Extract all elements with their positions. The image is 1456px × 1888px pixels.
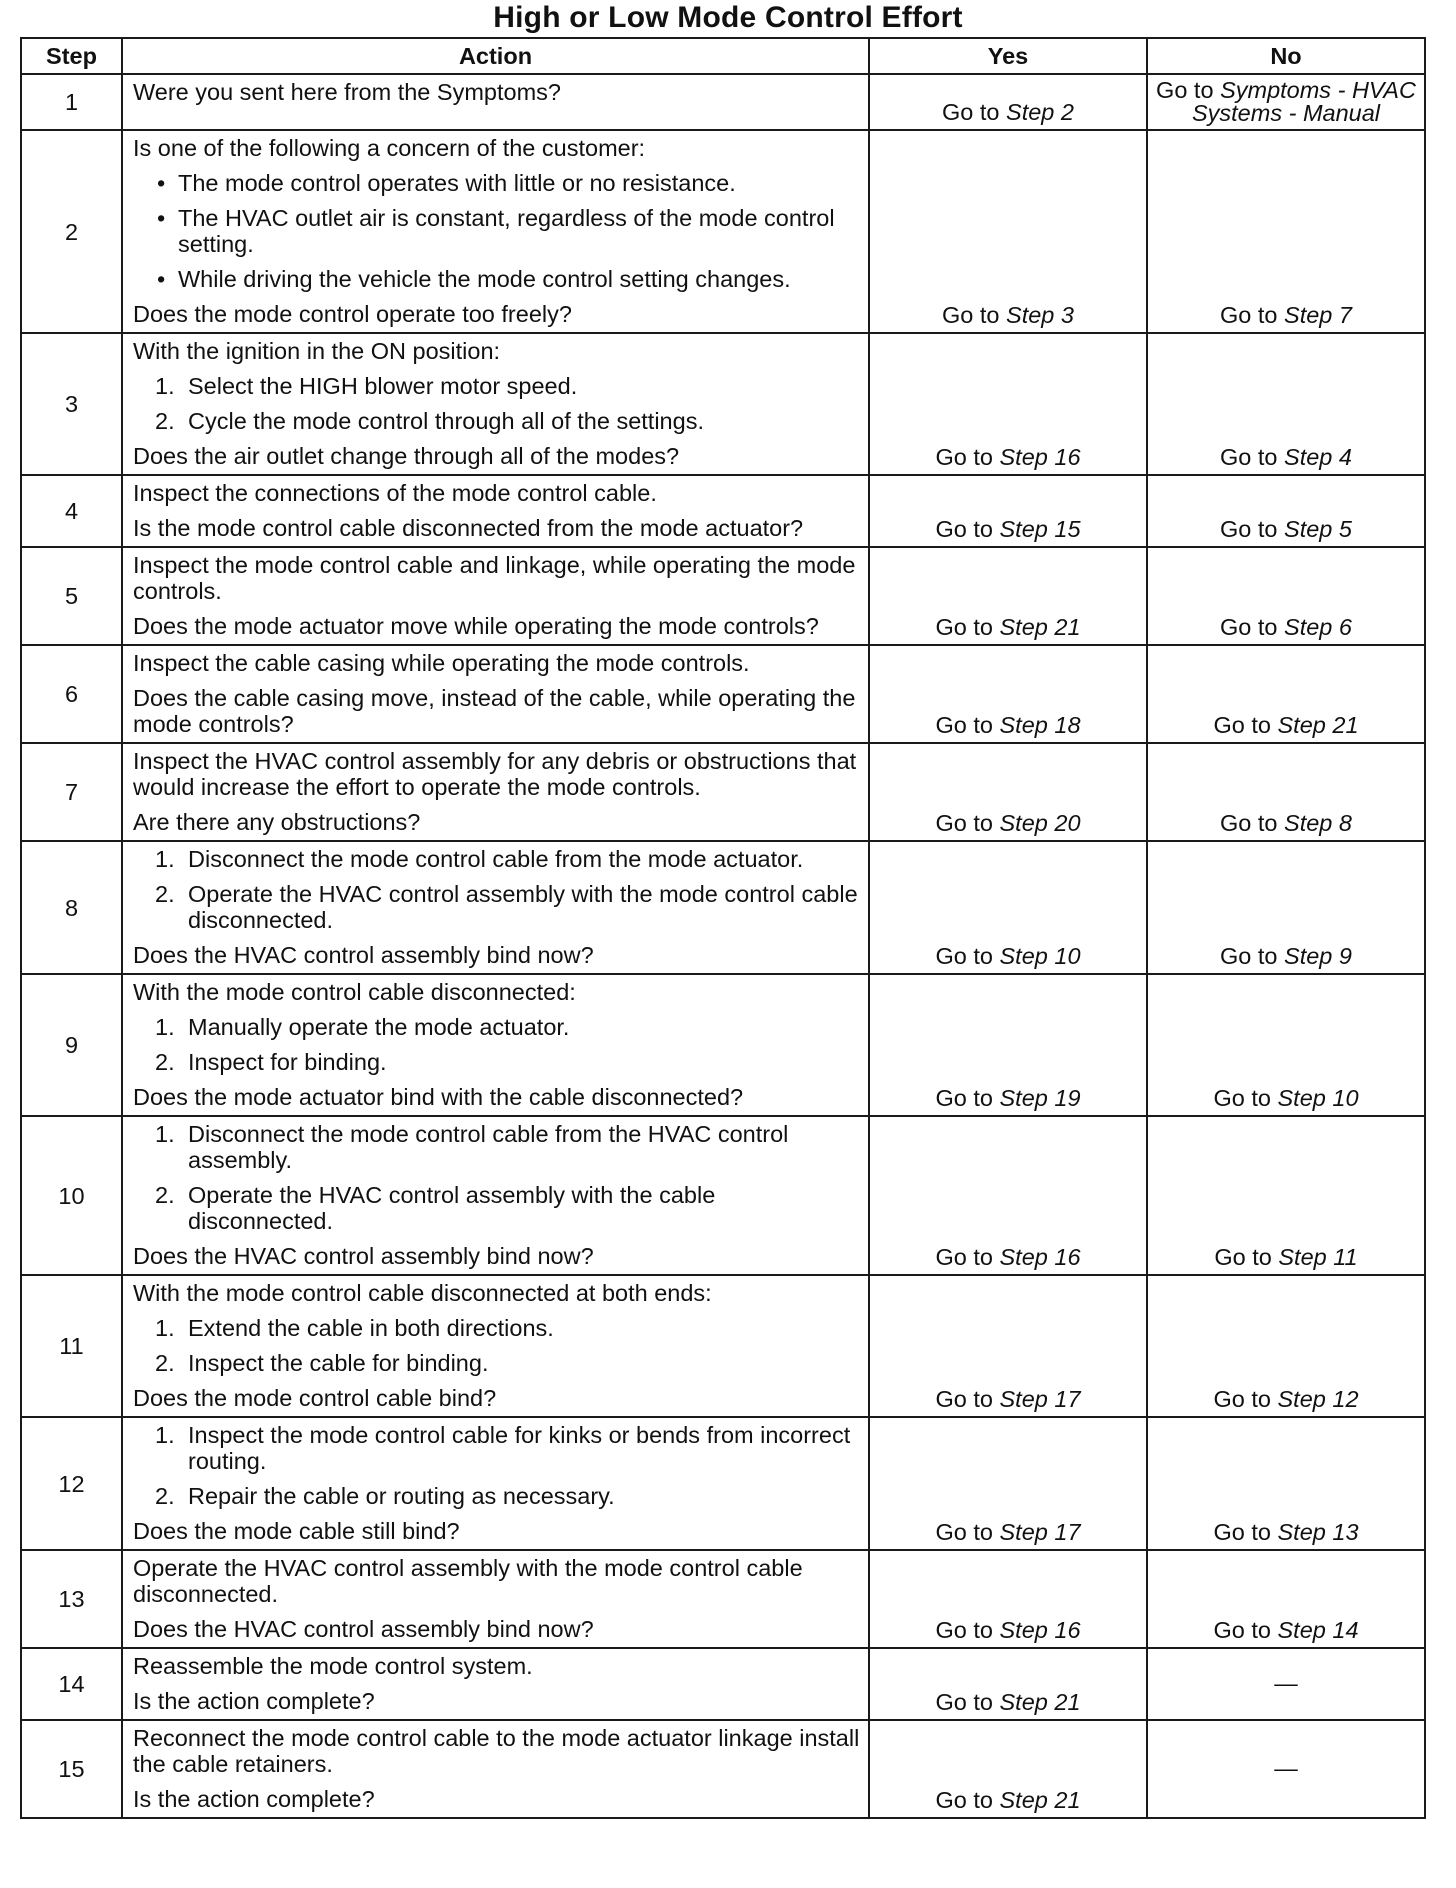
item-number: 1. (155, 1014, 175, 1040)
action-cell (122, 645, 869, 743)
table-row (21, 475, 1425, 547)
go-to-prefix: Go to (935, 516, 993, 542)
action-text: Operate the HVAC control assembly with the mode control cable disconnected. (133, 1555, 803, 1607)
go-to-prefix: Go to (1220, 444, 1278, 470)
bullet-item: • The HVAC outlet air is constant, regardless of the mode control setting. (133, 205, 860, 257)
question-text: Does the HVAC control assembly bind now? (133, 1616, 594, 1642)
table-row (21, 841, 1425, 974)
yes-cell (869, 1648, 1147, 1720)
header-row (21, 38, 1425, 74)
action-text: Reassemble the mode control system. (133, 1653, 533, 1679)
table-row (21, 743, 1425, 841)
table-row (21, 333, 1425, 475)
step-link[interactable]: Step 15 (999, 516, 1081, 542)
dash-mark: — (1274, 1670, 1298, 1696)
action-cell (122, 841, 869, 974)
bullet-list (133, 170, 860, 292)
no-cell (1147, 1275, 1425, 1417)
step-link[interactable]: Step 2 (1006, 99, 1074, 125)
item-number: 2. (155, 1049, 175, 1075)
step-link[interactable]: Step 11 (1278, 1244, 1358, 1270)
action-cell (122, 547, 869, 645)
item-text: Operate the HVAC control assembly with the cable disconnected. (188, 1182, 716, 1234)
table-row (21, 547, 1425, 645)
item-text: Select the HIGH blower motor speed. (188, 373, 578, 399)
item-number: 1. (155, 1422, 175, 1448)
numbered-item (133, 1121, 860, 1173)
action-cell (122, 333, 869, 475)
yes-cell (869, 74, 1147, 130)
action-cell (122, 74, 869, 130)
numbered-item (133, 1049, 860, 1075)
go-to-prefix: Go to (935, 1085, 993, 1111)
page-title: High or Low Mode Control Effort (493, 1, 963, 34)
no-cell (1147, 333, 1425, 475)
action-cell (122, 1417, 869, 1550)
no-cell (1147, 1550, 1425, 1648)
go-to-prefix: Go to (1220, 810, 1278, 836)
go-to-prefix: Go to (935, 614, 993, 640)
numbered-item (133, 1315, 860, 1341)
action-text: Were you sent here from the Symptoms? (133, 79, 561, 105)
item-number: 2. (155, 1182, 175, 1208)
action-text: Inspect the connections of the mode control cable. (133, 480, 657, 506)
numbered-item (133, 1182, 860, 1234)
item-number: 2. (155, 881, 175, 907)
yes-cell (869, 645, 1147, 743)
item-number: 1. (155, 1315, 175, 1341)
item-text: Cycle the mode control through all of the settings. (188, 408, 704, 434)
no-cell (1147, 645, 1425, 743)
step-link[interactable]: Step 14 (1277, 1617, 1359, 1643)
yes-cell (869, 333, 1147, 475)
item-number: 2. (155, 1350, 175, 1376)
question-text: Does the HVAC control assembly bind now? (133, 942, 594, 968)
numbered-item (133, 1483, 860, 1509)
step-link[interactable]: Step 4 (1284, 444, 1352, 470)
step-link[interactable]: Step 16 (999, 1617, 1081, 1643)
question-text: Does the mode control cable bind? (133, 1385, 497, 1411)
step-link[interactable]: Symptoms - HVAC Systems - Manual (1191, 77, 1416, 126)
step-link[interactable]: Step 5 (1284, 516, 1352, 542)
step-link[interactable]: Step 21 (999, 1787, 1081, 1813)
yes-cell (869, 1720, 1147, 1818)
numbered-item (133, 1014, 860, 1040)
yes-cell (869, 547, 1147, 645)
action-text: With the ignition in the ON position: (133, 338, 501, 364)
step-number: 1 (21, 74, 122, 130)
go-to-prefix: Go to (1156, 77, 1214, 103)
no-cell (1147, 1720, 1425, 1818)
item-text: Repair the cable or routing as necessary. (188, 1483, 615, 1509)
numbered-list (133, 1315, 860, 1376)
action-text: With the mode control cable disconnected at both ends: (133, 1280, 712, 1306)
action-text: Inspect the cable casing while operating the mode controls. (133, 650, 750, 676)
yes-cell (869, 1550, 1147, 1648)
numbered-list (133, 1422, 860, 1509)
action-cell (122, 130, 869, 333)
step-link[interactable]: Step 13 (1277, 1519, 1359, 1545)
item-number: 1. (155, 1121, 175, 1147)
table-row (21, 1720, 1425, 1818)
step-link[interactable]: Step 3 (1006, 302, 1074, 328)
no-cell (1147, 130, 1425, 333)
numbered-list (133, 1121, 860, 1234)
item-number: 1. (155, 373, 175, 399)
table-row (21, 974, 1425, 1116)
table-row (21, 1648, 1425, 1720)
table-row (21, 1275, 1425, 1417)
go-to-prefix: Go to (935, 444, 993, 470)
numbered-list (133, 373, 860, 434)
step-number: 4 (21, 475, 122, 547)
numbered-list (133, 1014, 860, 1075)
go-to-prefix: Go to (942, 99, 1000, 125)
yes-cell (869, 1417, 1147, 1550)
action-cell (122, 1550, 869, 1648)
numbered-list (133, 846, 860, 933)
no-cell (1147, 547, 1425, 645)
question-text: Does the HVAC control assembly bind now? (133, 1243, 594, 1269)
item-number: 2. (155, 1483, 175, 1509)
item-text: Operate the HVAC control assembly with the mode control cable disconnected. (188, 881, 858, 933)
table-row (21, 1550, 1425, 1648)
numbered-item (133, 1350, 860, 1376)
yes-cell (869, 130, 1147, 333)
step-link[interactable]: Step 17 (999, 1519, 1081, 1545)
step-link[interactable]: Step 21 (1277, 712, 1359, 738)
item-text: Disconnect the mode control cable from the mode actuator. (188, 846, 804, 872)
action-cell (122, 1648, 869, 1720)
go-to-prefix: Go to (935, 1519, 993, 1545)
no-cell (1147, 74, 1425, 130)
step-number: 14 (21, 1648, 122, 1720)
numbered-item (133, 408, 860, 434)
step-number: 6 (21, 645, 122, 743)
table-row (21, 645, 1425, 743)
dash-mark: — (1274, 1755, 1298, 1781)
item-text: Inspect the mode control cable for kinks or bends from incorrect routing. (188, 1422, 851, 1474)
yes-cell (869, 841, 1147, 974)
table-row (21, 74, 1425, 130)
question-text: Are there any obstructions? (133, 809, 421, 835)
step-number: 2 (21, 130, 122, 333)
step-number: 3 (21, 333, 122, 475)
step-link[interactable]: Step 16 (999, 444, 1081, 470)
header-action: Action (122, 38, 869, 74)
action-text: Inspect the mode control cable and linkage, while operating the mode controls. (133, 552, 856, 604)
step-number: 10 (21, 1116, 122, 1275)
step-link[interactable]: Step 12 (1277, 1386, 1359, 1412)
table-row (21, 1417, 1425, 1550)
yes-cell (869, 1275, 1147, 1417)
item-text: Manually operate the mode actuator. (188, 1014, 570, 1040)
header-step: Step (21, 38, 122, 74)
no-cell (1147, 743, 1425, 841)
step-number: 15 (21, 1720, 122, 1818)
go-to-prefix: Go to (935, 943, 993, 969)
numbered-item (133, 1422, 860, 1474)
item-text: Inspect for binding. (188, 1049, 387, 1075)
step-number: 9 (21, 974, 122, 1116)
action-text: Inspect the HVAC control assembly for any debris or obstructions that would increase the effort to operate the mode controls. (133, 748, 857, 800)
table-row (21, 130, 1425, 333)
item-number: 2. (155, 408, 175, 434)
item-text: Disconnect the mode control cable from the HVAC control assembly. (188, 1121, 789, 1173)
yes-cell (869, 743, 1147, 841)
question-text: Does the cable casing move, instead of the cable, while operating the mode controls? (133, 685, 856, 737)
step-link[interactable]: Step 6 (1284, 614, 1352, 640)
go-to-prefix: Go to (935, 810, 993, 836)
yes-cell (869, 1116, 1147, 1275)
bullet-item: • The mode control operates with little or no resistance. (133, 170, 860, 196)
item-text: Inspect the cable for binding. (188, 1350, 489, 1376)
step-link[interactable]: Step 16 (999, 1244, 1081, 1270)
no-cell (1147, 475, 1425, 547)
table-body (21, 74, 1425, 1818)
question-text: Is the mode control cable disconnected from the mode actuator? (133, 515, 804, 541)
question-text: Does the mode control operate too freely? (133, 301, 572, 327)
step-link[interactable]: Step 9 (1284, 943, 1352, 969)
item-text: Extend the cable in both directions. (188, 1315, 554, 1341)
no-cell (1147, 1116, 1425, 1275)
step-link[interactable]: Step 21 (999, 614, 1081, 640)
question-text: Does the mode cable still bind? (133, 1518, 460, 1544)
go-to-prefix: Go to (1220, 516, 1278, 542)
step-link[interactable]: Step 10 (1277, 1085, 1359, 1111)
go-to-prefix: Go to (935, 1244, 993, 1270)
action-cell (122, 475, 869, 547)
go-to-prefix: Go to (935, 1787, 993, 1813)
go-to-prefix: Go to (1220, 943, 1278, 969)
step-number: 11 (21, 1275, 122, 1417)
go-to-prefix: Go to (935, 1617, 993, 1643)
action-cell (122, 1116, 869, 1275)
go-to-prefix: Go to (1213, 1386, 1271, 1412)
step-link[interactable]: Step 17 (999, 1386, 1081, 1412)
action-text: Reconnect the mode control cable to the mode actuator linkage install the cable retainers. (133, 1725, 860, 1777)
action-cell (122, 1275, 869, 1417)
action-text: Is one of the following a concern of the customer: (133, 135, 646, 161)
question-text: Does the mode actuator bind with the cable disconnected? (133, 1084, 744, 1110)
numbered-item (133, 373, 860, 399)
step-number: 5 (21, 547, 122, 645)
step-link[interactable]: Step 20 (999, 810, 1081, 836)
step-number: 7 (21, 743, 122, 841)
go-to-prefix: Go to (1220, 614, 1278, 640)
header-no: No (1147, 38, 1425, 74)
item-number: 1. (155, 846, 175, 872)
go-to-prefix: Go to (942, 302, 1000, 328)
step-link[interactable]: Step 7 (1284, 302, 1352, 328)
step-link[interactable]: Step 8 (1284, 810, 1352, 836)
yes-cell (869, 475, 1147, 547)
step-number: 8 (21, 841, 122, 974)
go-to-prefix: Go to (1220, 302, 1278, 328)
action-cell (122, 743, 869, 841)
action-cell (122, 1720, 869, 1818)
go-to-prefix: Go to (1213, 712, 1271, 738)
go-to-prefix: Go to (935, 712, 993, 738)
question-text: Does the mode actuator move while operating the mode controls? (133, 613, 819, 639)
header-yes: Yes (869, 38, 1147, 74)
question-text: Is the action complete? (133, 1786, 375, 1812)
step-number: 13 (21, 1550, 122, 1648)
action-cell (122, 974, 869, 1116)
go-to-prefix: Go to (1213, 1617, 1271, 1643)
go-to-prefix: Go to (935, 1689, 993, 1715)
table-row (21, 1116, 1425, 1275)
go-to-prefix: Go to (1213, 1519, 1271, 1545)
step-link[interactable]: Step 10 (999, 943, 1081, 969)
no-cell (1147, 841, 1425, 974)
step-link[interactable]: Step 18 (999, 712, 1081, 738)
question-text: Does the air outlet change through all of the modes? (133, 443, 680, 469)
numbered-item (133, 846, 860, 872)
step-link[interactable]: Step 19 (999, 1085, 1081, 1111)
step-number: 12 (21, 1417, 122, 1550)
no-cell (1147, 974, 1425, 1116)
numbered-item (133, 881, 860, 933)
go-to-prefix: Go to (935, 1386, 993, 1412)
step-link[interactable]: Step 21 (999, 1689, 1081, 1715)
no-cell (1147, 1648, 1425, 1720)
action-text: With the mode control cable disconnected: (133, 979, 576, 1005)
no-cell (1147, 1417, 1425, 1550)
go-to-prefix: Go to (1213, 1085, 1271, 1111)
diagnostic-table (20, 37, 1426, 1819)
yes-cell (869, 974, 1147, 1116)
question-text: Is the action complete? (133, 1688, 375, 1714)
bullet-item: • While driving the vehicle the mode control setting changes. (133, 266, 860, 292)
go-to-prefix: Go to (1214, 1244, 1272, 1270)
